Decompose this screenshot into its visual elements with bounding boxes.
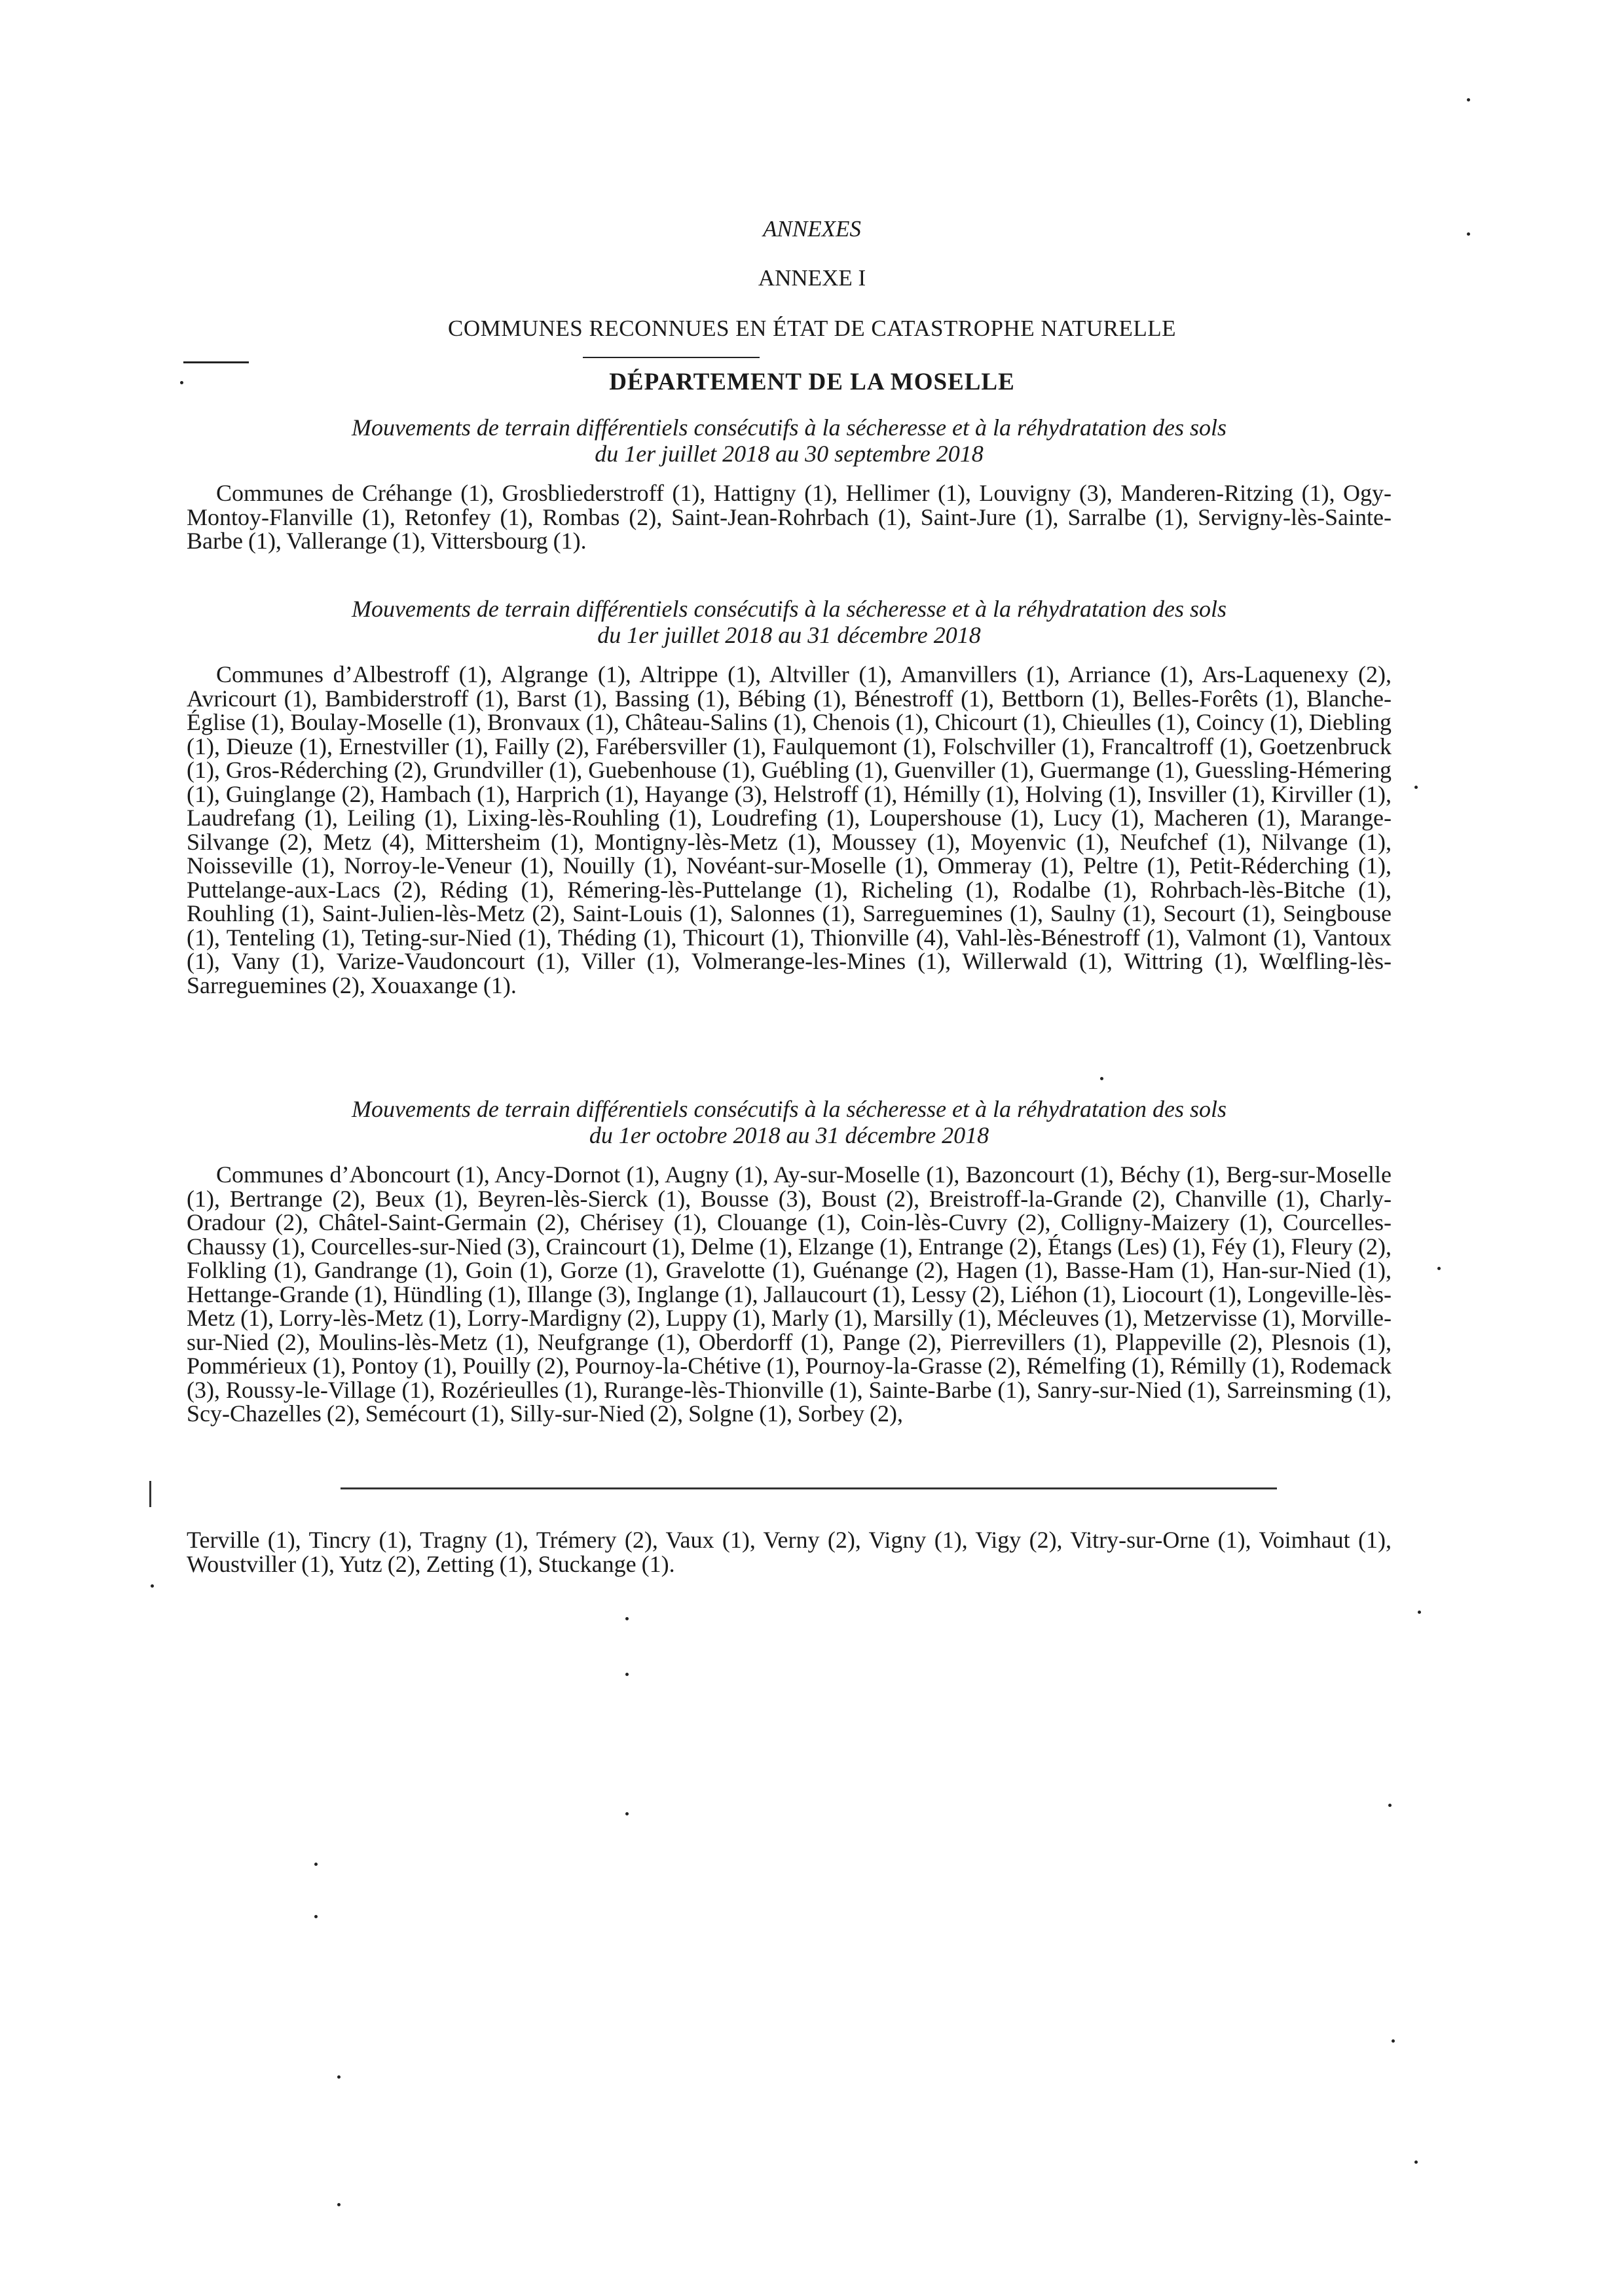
scan-dot [1392,2039,1395,2043]
scan-dot [151,1584,154,1588]
section-3-heading-line1: Mouvements de terrain différentiels consécutifs à la sécheresse et à la réhydratation des sols [351,1096,1227,1122]
scan-dot [337,2075,341,2079]
section-2-heading-line1: Mouvements de terrain différentiels consécutifs à la sécheresse et à la réhydratation des sols [351,596,1227,622]
scan-dot [1388,1804,1392,1807]
section-2 [187,596,1392,997]
section-3 [187,1096,1392,1426]
section-2-heading-line2: du 1er juillet 2018 au 31 décembre 2018 [597,622,981,648]
section-1-body: Communes de Créhange (1), Grosbliederstroff (1), Hattigny (1), Hellimer (1), Louvigny (3), Manderen-Ritzing (1), Ogy-Montoy-Flanville (1), Retonfey (1), Rombas (2), Saint-Jean-Rohrbach (1), Saint-Jure (1), Sarralbe (1), Servigny-lès-Sainte-Barbe (1), Vallerange (1), Vittersbourg (1). [187,480,1392,554]
scan-dot [337,2203,341,2206]
scan-dot [180,381,183,384]
scan-dot [1100,1077,1103,1080]
section-2-body: Communes d’Albestroff (1), Algrange (1), Altrippe (1), Altviller (1), Amanvillers (1), Arriance (1), Ars-Laquenexy (2), Avricourt (1), Bambiderstroff (1), Barst (1), Bassing (1), Bébing (1), Bénestroff (1), Bettborn (1), Belles-Forêts (1), Blanche-Église (1), Boulay-Moselle (1), Bronvaux (1), Château-Salins (1), Chenois (1), Chicourt (1), Chieulles (1), Coincy (1), Diebling (1), Dieuze (1), Ernestviller (1), Failly (2), Farébersviller (1), Faulquemont (1), Folschviller (1), Francaltroff (1), Goetzenbruck (1), Gros-Réderching (2), Grundviller (1), Guebenhouse (1), Guébling (1), Guenviller (1), Guermange (1), Guessling-Hémering (1), Guinglange (2), Hambach (1), Harprich (1), Hayange (3), Helstroff (1), Hémilly (1), Holving (1), Insviller (1), Kirviller (1), Laudrefang (1), Leiling (1), Lixing-lès-Rouhling (1), Loudrefing (1), Loupershouse (1), Lucy (1), Macheren (1), Marange-Silvange (2), Metz (4), Mittersheim (1), Montigny-lès-Metz (1), Moussey (1), Moyenvic (1), Neufchef (1), Nilvange (1), Noisseville (1), Norroy-le-Veneur (1), Nouilly (1), Novéant-sur-Moselle (1), Ommeray (1), Peltre (1), Petit-Réderching (1), Puttelange-aux-Lacs (2), Réding (1), Rémering-lès-Puttelange (1), Richeling (1), Rodalbe (1), Rohrbach-lès-Bitche (1), Rouhling (1), Saint-Julien-lès-Metz (2), Saint-Louis (1), Salonnes (1), Sarreguemines (1), Saulny (1), Secourt (1), Seingbouse (1), Tenteling (1), Teting-sur-Nied (1), Théding (1), Thicourt (1), Thionville (4), Vahl-lès-Bénestroff (1), Valmont (1), Vantoux (1), Vany (1), Varize-Vaudoncourt (1), Viller (1), Volmerange-les-Mines (1), Willerwald (1), Wittring (1), Wœlfling-lès-Sarreguemines (2), Xouaxange (1). [187,661,1392,998]
scan-dot [1467,98,1470,101]
scan-dot [1414,2160,1418,2164]
communes-title: COMMUNES RECONNUES EN ÉTAT DE CATASTROPHE NATURELLE [447,316,1177,341]
scan-dot [1437,1267,1441,1270]
scan-dot [314,1915,318,1918]
annexe-i-heading: ANNEXE I [758,265,866,291]
section-1 [187,414,1392,553]
section-1-heading-line1: Mouvements de terrain différentiels consécutifs à la sécheresse et à la réhydratation des sols [351,414,1227,441]
scan-underline-mark [341,1487,1277,1489]
scan-dot [1414,786,1418,789]
scan-dot [314,1863,318,1866]
department-title: DÉPARTEMENT DE LA MOSELLE [609,369,1015,395]
scan-dot [625,1617,629,1620]
scan-dot [1418,1611,1421,1614]
section-1-heading [187,414,1392,467]
section-3-heading [187,1096,1392,1148]
section-3-continuation: Terville (1), Tincry (1), Tragny (1), Trémery (2), Vaux (1), Verny (2), Vigny (1), Vigy (2), Vitry-sur-Orne (1), Voimhaut (1), Woustviller (1), Yutz (2), Zetting (1), Stuckange (1). [187,1527,1392,1577]
section-3-body: Communes d’Aboncourt (1), Ancy-Dornot (1), Augny (1), Ay-sur-Moselle (1), Bazoncourt (1), Béchy (1), Berg-sur-Moselle (1), Bertrange (2), Beux (1), Beyren-lès-Sierck (1), Bousse (3), Boust (2), Breistroff-la-Grande (2), Chanville (1), Charly-Oradour (2), Châtel-Saint-Germain (2), Chérisey (1), Clouange (1), Coin-lès-Cuvry (2), Colligny-Maizery (1), Courcelles-Chaussy (1), Courcelles-sur-Nied (3), Craincourt (1), Delme (1), Elzange (1), Entrange (2), Étangs (Les) (1), Féy (1), Fleury (2), Folkling (1), Gandrange (1), Goin (1), Gorze (1), Gravelotte (1), Guénange (2), Hagen (1), Basse-Ham (1), Han-sur-Nied (1), Hettange-Grande (1), Hündling (1), Illange (3), Inglange (1), Jallaucourt (1), Lessy (2), Liéhon (1), Liocourt (1), Longeville-lès-Metz (1), Lorry-lès-Metz (1), Lorry-Mardigny (2), Luppy (1), Marly (1), Marsilly (1), Mécleuves (1), Metzervisse (1), Morville-sur-Nied (2), Moulins-lès-Metz (1), Neufgrange (1), Oberdorff (1), Pange (2), Pierrevillers (1), Plappeville (2), Plesnois (1), Pommérieux (1), Pontoy (1), Pouilly (2), Pournoy-la-Chétive (1), Pournoy-la-Grasse (2), Rémelfing (1), Rémilly (1), Rodemack (3), Roussy-le-Village (1), Rozérieulles (1), Rurange-lès-Thionville (1), Sainte-Barbe (1), Sanry-sur-Nied (1), Sarreinsming (1), Scy-Chazelles (2), Semécourt (1), Silly-sur-Nied (2), Solgne (1), Sorbey (2), [187,1161,1392,1427]
scan-underline-mark [583,357,760,358]
scan-dot [625,1812,629,1815]
scan-dot [1467,232,1470,236]
section-1-heading-line2: du 1er juillet 2018 au 30 septembre 2018 [595,441,984,467]
section-3-heading-line2: du 1er octobre 2018 au 31 décembre 2018 [589,1122,989,1148]
scan-dash-mark [183,361,249,363]
section-2-heading [187,596,1392,648]
scan-dot [625,1673,629,1676]
scan-margin-mark [149,1481,151,1507]
annexes-heading: ANNEXES [763,216,861,242]
